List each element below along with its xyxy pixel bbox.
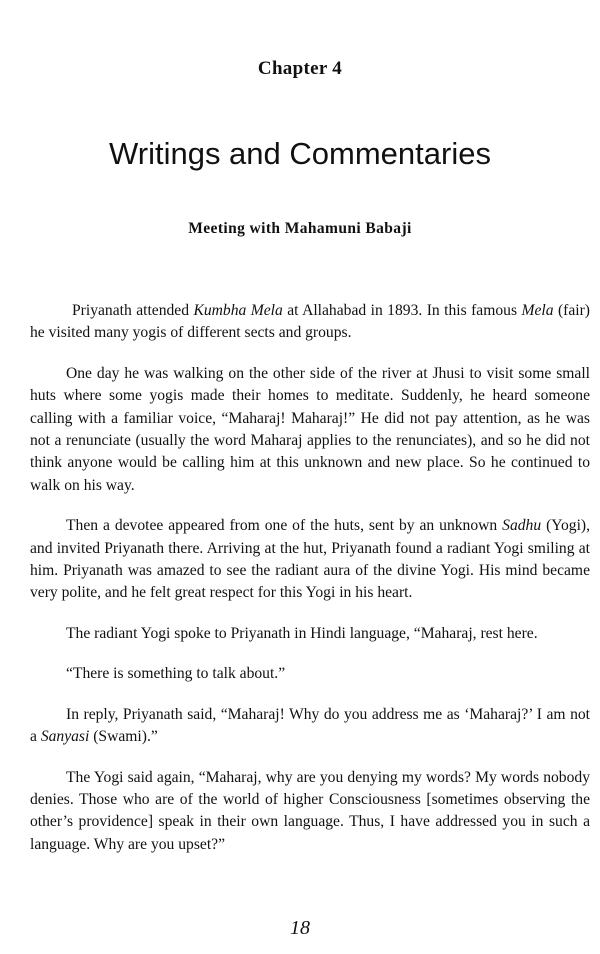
paragraph-1-text-e: (fair) he visited many yogis of different sects and groups. (30, 302, 590, 342)
paragraph-3-text-a: Then a devotee appeared from one of the huts, sent by an unknown (66, 517, 503, 535)
paragraph-3-italic-sadhu: Sadhu (502, 517, 542, 535)
chapter-label: Chapter 4 (257, 58, 343, 79)
paragraph-1-italic-kumbha-mela: Kumbha Mela (193, 302, 283, 319)
page-number: 18 (290, 917, 310, 939)
paragraph-3 (30, 515, 590, 605)
paragraph-4: The radiant Yogi spoke to Priyanath in Hindi language, “Maharaj, rest here. (66, 624, 538, 642)
paragraph-1-italic-mela: Mela (521, 302, 554, 319)
paragraph-5: “There is something to talk about.” (66, 665, 286, 683)
section-heading: Meeting with Mahamuni Babaji (188, 220, 412, 237)
paragraph-6 (30, 704, 590, 749)
paragraph-1 (30, 300, 590, 345)
paragraph-1-text-a: Priyanath attended (72, 302, 194, 319)
paragraph-6-text-a: In reply, Priyanath said, “Maharaj! Why do you address me as ‘Maharaj?’ I am not a (30, 705, 590, 746)
body-text (30, 300, 590, 874)
paragraph-6-italic-sanyasi: Sanyasi (40, 728, 90, 746)
chapter-title: Writings and Commentaries (109, 136, 491, 171)
paragraph-7: The Yogi said again, “Maharaj, why are you denying my words? My words nobody denies. Those who are of the world of higher Consciousness [sometimes observing the other’s providence] speak in their own language. Thus, I have addressed you in such a language. Why are you upset?” (30, 768, 590, 853)
paragraph-3-text-c: (Yogi), and invited Priyanath there. Arriving at the hut, Priyanath found a radiant Yogi smiling at him. Priyanath was amazed to see the radiant aura of the divine Yogi. His mind became very polite, and he felt great respect for this Yogi in his heart. (30, 517, 590, 602)
paragraph-6-text-c: (Swami).” (89, 728, 158, 746)
paragraph-1-text-c: at Allahabad in 1893. In this famous (282, 302, 522, 319)
paragraph-2: One day he was walking on the other side of the river at Jhusi to visit some small huts where some yogis made their homes to meditate. Suddenly, he heard someone calling with a familiar voice, “Maharaj! Maharaj!” He did not pay attention, as he was not a renunciate (usually the word Maharaj applies to the renunciates), and so he did not think anyone would be calling him at this unknown and new place. So he continued to walk on his way. (30, 364, 590, 494)
